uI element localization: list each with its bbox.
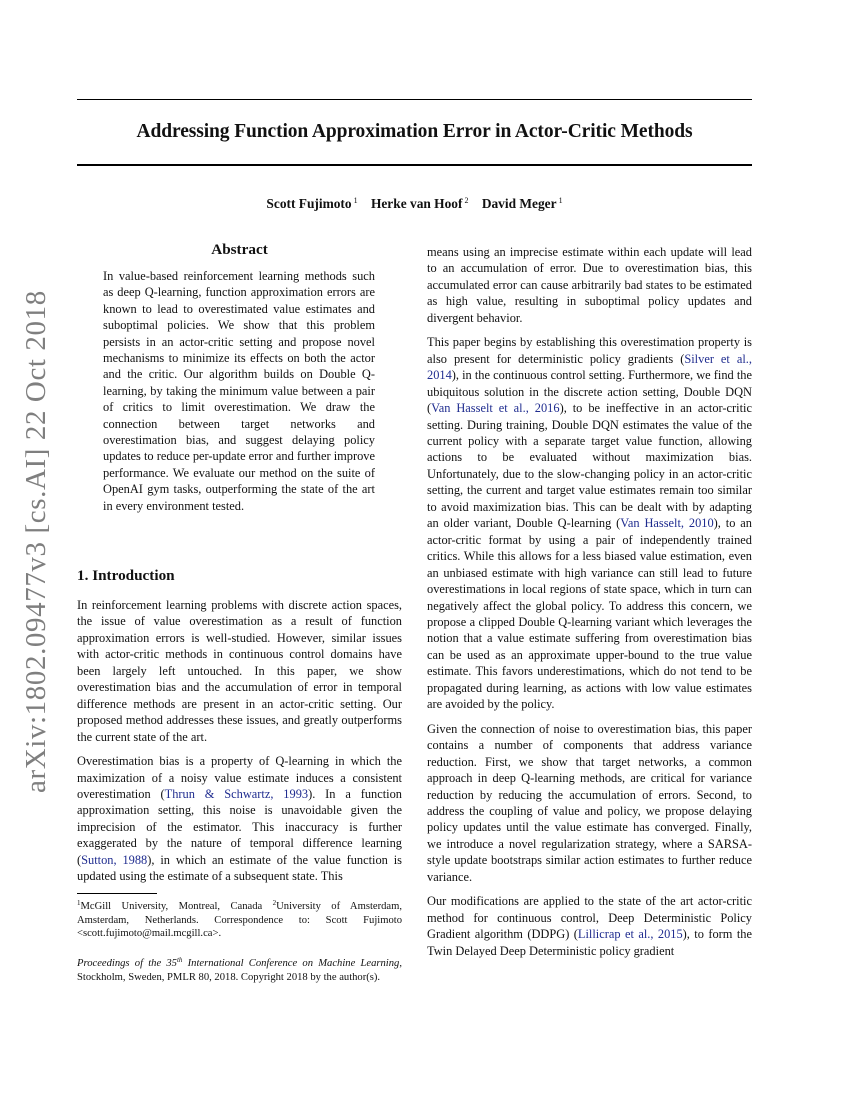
citation-link[interactable]: Thrun & Schwartz, 1993 [164, 786, 309, 801]
footnote-rule [77, 893, 157, 894]
paragraph: Our modifications are applied to the state of the art actor-critic method for continuous control, Deep Deterministic Policy Gradient algorithm (DDPG) (Lillicrap et al., 2015), to form the Twin Delayed Deep Deterministic policy gradient [427, 894, 752, 958]
author-name: Herke van Hoof [370, 196, 463, 211]
paragraph: Overestimation bias is a property of Q-learning in which the maximization of a noisy value estimate induces a consistent overestimation (Thrun & Schwartz, 1993). In a function approximation setting, this noise is unavoidable given the imprecision of the estimator. This inaccuracy is further exaggerated by the nature of temporal difference learning (Sutton, 1988), in which an estimate of the value function is updated using the estimate of a subsequent state. This [77, 754, 402, 884]
author-name: Scott Fujimoto [266, 196, 352, 211]
citation-link[interactable]: Van Hasselt et al., 2016 [431, 401, 560, 416]
citation-link[interactable]: Silver et al., 2014 [427, 351, 753, 383]
affiliation-footnote: $^1$McGill University, Montreal, Canada $^2$University of Amsterdam, Amsterdam, Netherlands. Correspondence to: Scott Fujimoto <scott.fujimoto@mail.mcgill.ca>. [77, 899, 403, 940]
abstract-text: In value-based reinforcement learning methods such as deep Q-learning, function approximation errors are known to lead to overestimated value estimates and suboptimal policies. We show that this problem persists in an actor-critic setting and propose novel mechanisms to minimize its effects on both the actor and the critic. Our algorithm builds on Double Q-learning, by taking the minimum value between a pair of critics to limit overestimation. We draw the connection between target networks and overestimation bias, and suggest delaying policy updates to reduce per-update error and further improve performance. We evaluate our method on the suite of OpenAI gym tasks, outperforming the state of the art in every environment tested. [103, 269, 375, 513]
title-bottom-rule [77, 164, 752, 166]
proceedings-note: Proceedings of the 35th International Conference on Machine Learning, Stockholm, Sweden, PMLR 80, 2018. Copyright 2018 by the author(s). [77, 956, 402, 983]
citation-link[interactable]: Lillicrap et al., 2015 [577, 927, 683, 942]
left-column-body [77, 597, 402, 893]
paragraph: means using an imprecise estimate within each update will lead to an accumulation of error. Due to overestimation bias, this accumulated error can cause arbitrarily bad states to be estimated as high value, resulting in suboptimal policy updates and divergent behavior. [427, 245, 752, 325]
title-top-rule [77, 99, 752, 100]
paper-title: Addressing Function Approximation Error in Actor-Critic Methods [136, 121, 693, 142]
paragraph: In reinforcement learning problems with discrete action spaces, the issue of value overestimation as a result of function approximation errors is well-studied. However, similar issues with actor-critic methods in continuous control domains have been largely left untouched. In this paper, we show overestimation bias and the accumulation of error in temporal difference methods are present in an actor-critic setting. Our proposed method addresses these issues, and greatly outperforms the current state of the art. [77, 598, 402, 744]
abstract-heading: Abstract [211, 241, 268, 258]
author-name: David Meger [481, 196, 557, 211]
paragraph: Given the connection of noise to overestimation bias, this paper contains a number of components that address variance reduction. First, we show that target networks, a common approach in deep Q-learning methods, are critical for variance reduction by reducing the accumulation of errors. Second, to address the coupling of value and policy, we propose delaying policy updates until the value estimate has converged. Finally, we introduce a novel regularization strategy, where a SARSA-style update bootstraps similar action estimates to further reduce variance. [427, 721, 752, 884]
paragraph: This paper begins by establishing this overestimation property is also present for deterministic policy gradients (Silver et al., 2014), in the continuous control setting. Furthermore, we find the ubiquitous solution in the discrete action setting, Double DQN (Van Hasselt et al., 2016), to be ineffective in an actor-critic setting. During training, Double DQN estimates the value of the current policy with a separate target value function, allowing actions to be evaluated without maximization bias. Unfortunately, due to the slow-changing policy in an actor-critic setting, the current and target value estimates remain too similar to avoid maximization bias. This can be dealt with by adapting an older variant, Double Q-learning (Van Hasselt, 2010), to an actor-critic format by using a pair of independently trained critics. While this allows for a less biased value estimation, even an unbiased estimate with high variance can still lead to future overestimations in local regions of state space, which in turn can negatively affect the global policy. To address this concern, we propose a clipped Double Q-learning variant which leverages the notion that a value estimate suffering from overestimation bias can be used as an approximate upper-bound to the true value estimate. This favors underestimations, which do not tend to be propagated during learning, as actions with low value estimates are avoided by the policy. [427, 335, 753, 712]
author-affiliation-mark: 1 [558, 196, 563, 205]
citation-link[interactable]: Van Hasselt, 2010 [620, 516, 714, 531]
author-affiliation-mark: 1 [353, 196, 358, 205]
author-list [77, 196, 752, 212]
section-heading-introduction: 1. Introduction [77, 567, 175, 584]
author-affiliation-mark: 2 [464, 196, 469, 205]
arxiv-watermark: arXiv:1802.09477v3 [cs.AI] 22 Oct 2018 [20, 290, 52, 793]
right-column-body [427, 244, 752, 967]
citation-link[interactable]: Sutton, 1988 [81, 852, 148, 867]
